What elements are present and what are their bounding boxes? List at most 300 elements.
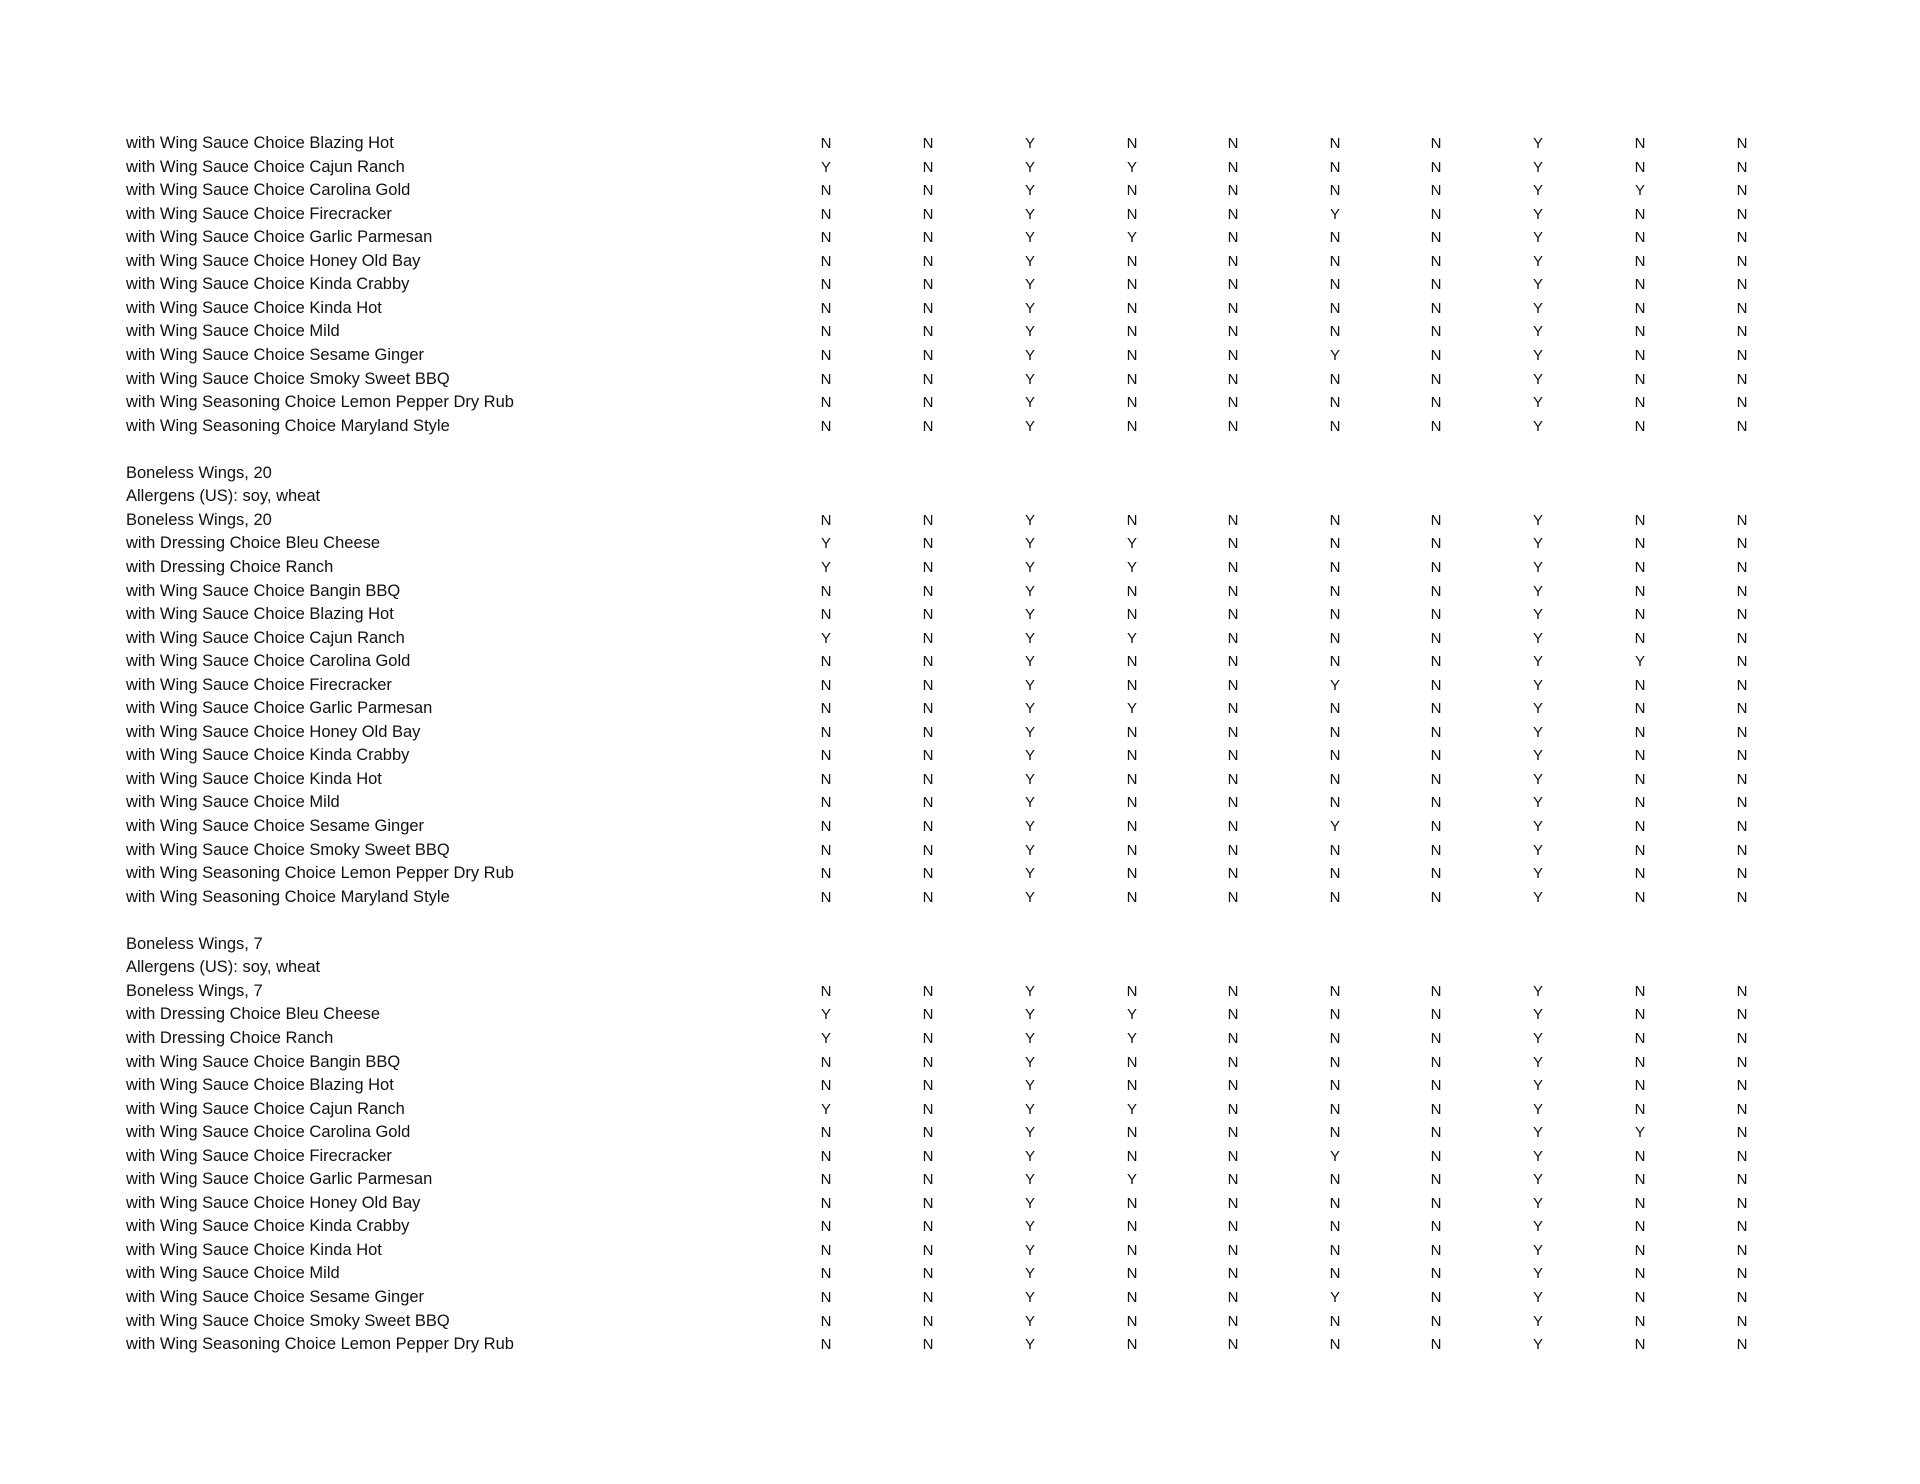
allergen-flag-cell: N <box>1227 417 1239 435</box>
allergen-flag-cell: Y <box>1532 1218 1543 1236</box>
allergen-flag-cell: N <box>922 299 934 317</box>
allergen-flag-cell: N <box>1736 299 1748 317</box>
allergen-flag-cell: N <box>1227 1006 1239 1024</box>
item-label: with Wing Seasoning Choice Lemon Pepper Dry Rub <box>126 1335 514 1353</box>
allergen-flag-cell: N <box>1126 676 1138 694</box>
allergen-flag-cell: N <box>1329 535 1341 553</box>
allergen-flag-cell: N <box>1126 1289 1138 1306</box>
allergen-flag-cell: N <box>1736 558 1748 576</box>
allergen-flag-cell: N <box>1126 1265 1138 1283</box>
allergen-flag-cell: N <box>1227 723 1239 741</box>
allergen-flag-cell: Y <box>1634 182 1645 200</box>
allergen-flag-cell: N <box>922 252 934 270</box>
allergen-flag-cell: N <box>1736 1124 1748 1142</box>
allergen-flag-cell: N <box>1634 229 1646 247</box>
item-label: with Wing Sauce Choice Kinda Crabby <box>126 275 410 294</box>
allergen-flag-cell: N <box>1634 818 1646 835</box>
allergen-flag-cell: Y <box>1024 394 1035 412</box>
allergen-flag-cell: Y <box>1329 1147 1340 1165</box>
allergen-flag-cell: Y <box>1532 1241 1543 1259</box>
table-row <box>0 1168 1920 1192</box>
item-label: with Wing Sauce Choice Sesame Ginger <box>126 346 425 364</box>
allergen-flag-cell: N <box>922 818 934 835</box>
table-row <box>0 1215 1920 1239</box>
allergen-flag-cell: N <box>1736 276 1748 294</box>
table-row <box>0 532 1920 556</box>
allergen-flag-cell: N <box>1736 135 1748 152</box>
allergen-flag-cell: N <box>820 1077 832 1094</box>
allergen-flag-cell: N <box>820 1171 832 1189</box>
allergen-flag-cell: N <box>1329 1053 1341 1071</box>
allergen-flag-cell: Y <box>1532 653 1543 671</box>
allergen-flag-cell: Y <box>1024 653 1035 671</box>
table-row <box>0 368 1920 392</box>
allergen-flag-cell: Y <box>1532 158 1543 176</box>
allergen-flag-cell: N <box>1227 1147 1239 1165</box>
allergen-flag-cell: N <box>820 606 832 623</box>
allergen-flag-cell: N <box>1736 794 1748 812</box>
allergen-flag-cell: Y <box>1024 1218 1035 1236</box>
allergen-flag-cell: N <box>1736 1100 1748 1118</box>
allergen-flag-cell: N <box>1329 394 1341 412</box>
allergen-flag-cell: N <box>1227 276 1239 294</box>
allergen-flag-cell: N <box>1126 417 1138 435</box>
table-row <box>0 1098 1920 1122</box>
table-row <box>0 132 1920 156</box>
item-label: with Wing Sauce Choice Carolina Gold <box>126 181 411 200</box>
allergen-flag-cell: N <box>1736 629 1748 647</box>
allergen-flag-cell: Y <box>1532 1029 1543 1047</box>
table-row <box>0 674 1920 698</box>
allergen-flag-cell: N <box>922 700 934 718</box>
allergen-flag-cell: N <box>1634 794 1646 812</box>
allergen-flag-cell: N <box>1736 182 1748 200</box>
allergen-flag-cell: N <box>1126 370 1138 388</box>
item-label: with Wing Sauce Choice Cajun Ranch <box>126 1099 405 1118</box>
allergen-flag-cell: Y <box>1532 747 1543 765</box>
allergen-flag-cell: N <box>1227 653 1239 671</box>
allergen-flag-cell: N <box>1634 747 1646 765</box>
allergen-flag-cell: N <box>1227 182 1239 200</box>
allergen-flag-cell: N <box>1126 1194 1138 1212</box>
allergen-flag-cell: N <box>922 865 934 883</box>
allergen-flag-cell: N <box>1430 1053 1442 1071</box>
allergen-flag-cell: N <box>1736 370 1748 388</box>
allergen-flag-cell: N <box>820 205 832 223</box>
allergen-flag-cell: N <box>1430 606 1442 623</box>
allergen-flag-cell: N <box>820 394 832 412</box>
allergen-flag-cell: N <box>820 229 832 247</box>
allergen-flag-cell: N <box>1736 841 1748 859</box>
allergen-flag-cell: N <box>922 794 934 812</box>
table-row <box>0 815 1920 839</box>
allergen-flag-cell: Y <box>1532 582 1543 600</box>
allergen-flag-cell: N <box>1126 770 1138 788</box>
section-allergens <box>0 485 1920 509</box>
allergen-flag-cell: N <box>922 558 934 576</box>
allergen-flag-cell: N <box>1126 182 1138 200</box>
allergen-flag-cell: N <box>1329 511 1341 529</box>
allergen-flag-cell: N <box>820 1194 832 1212</box>
allergen-flag-cell: N <box>820 723 832 741</box>
allergen-flag-cell: N <box>820 700 832 718</box>
table-row <box>0 744 1920 768</box>
item-label: with Wing Seasoning Choice Lemon Pepper Dry Rub <box>126 393 514 412</box>
allergen-flag-cell: N <box>820 1218 832 1236</box>
allergen-flag-cell: Y <box>1532 135 1543 152</box>
item-label: with Wing Sauce Choice Mild <box>126 322 340 341</box>
allergen-flag-cell: N <box>1430 770 1442 788</box>
allergen-flag-cell: N <box>1736 1171 1748 1189</box>
allergen-flag-cell: N <box>820 818 832 835</box>
table-row <box>0 862 1920 886</box>
allergen-flag-cell: N <box>922 511 934 529</box>
allergen-flag-cell: N <box>1430 1100 1442 1118</box>
item-label: with Wing Sauce Choice Mild <box>126 1264 340 1283</box>
allergen-flag-cell: N <box>922 1265 934 1283</box>
allergen-flag-cell: Y <box>1532 723 1543 741</box>
allergen-flag-cell: N <box>820 1053 832 1071</box>
allergen-flag-cell: N <box>1329 582 1341 600</box>
allergen-flag-cell: N <box>1227 582 1239 600</box>
table-row <box>0 1286 1920 1310</box>
item-label: with Wing Sauce Choice Cajun Ranch <box>126 628 405 647</box>
allergen-flag-cell: N <box>820 747 832 765</box>
item-label: with Wing Sauce Choice Smoky Sweet BBQ <box>126 840 450 859</box>
allergen-flag-cell: N <box>922 1336 934 1353</box>
allergen-flag-cell: N <box>1430 747 1442 765</box>
allergen-flag-cell: Y <box>820 158 831 176</box>
allergen-flag-cell: N <box>1430 841 1442 859</box>
item-label: Boneless Wings, 20 <box>126 510 272 529</box>
allergen-flag-cell: N <box>1126 394 1138 412</box>
allergen-flag-cell: N <box>1126 299 1138 317</box>
item-label: with Dressing Choice Ranch <box>126 557 334 576</box>
allergen-flag-cell: N <box>1126 347 1138 364</box>
allergen-flag-cell: Y <box>1024 1171 1035 1189</box>
allergen-flag-cell: N <box>1736 1147 1748 1165</box>
allergen-flag-cell: N <box>922 1194 934 1212</box>
allergen-flag-cell: N <box>1634 370 1646 388</box>
allergen-flag-cell: Y <box>1532 982 1543 1000</box>
allergen-flag-cell: N <box>1634 158 1646 176</box>
allergen-flag-cell: N <box>1430 394 1442 412</box>
item-label: with Wing Sauce Choice Carolina Gold <box>126 1123 411 1142</box>
allergen-flag-cell: N <box>922 770 934 788</box>
allergen-flag-cell: N <box>1736 535 1748 553</box>
allergen-flag-cell: N <box>1736 865 1748 883</box>
table-row <box>0 1003 1920 1027</box>
allergen-flag-cell: N <box>1634 676 1646 694</box>
allergen-flag-cell: N <box>1634 700 1646 718</box>
allergen-flag-cell: N <box>1736 1312 1748 1330</box>
allergen-flag-cell: N <box>1227 205 1239 223</box>
allergen-flag-cell: N <box>820 653 832 671</box>
allergen-flag-cell: Y <box>1532 770 1543 788</box>
allergen-flag-cell: Y <box>1024 182 1035 200</box>
allergen-flag-cell: N <box>1329 770 1341 788</box>
item-label: with Wing Sauce Choice Kinda Hot <box>126 1240 382 1259</box>
allergen-flag-cell: N <box>1126 1336 1138 1353</box>
allergen-flag-cell: N <box>1430 535 1442 553</box>
allergen-flag-cell: N <box>820 770 832 788</box>
allergen-flag-cell: Y <box>1126 1006 1137 1024</box>
item-label: with Wing Sauce Choice Kinda Crabby <box>126 746 410 765</box>
allergen-flag-cell: N <box>1736 1077 1748 1094</box>
allergen-flag-cell: N <box>1430 558 1442 576</box>
allergen-flag-cell: N <box>1227 1194 1239 1212</box>
allergen-flag-cell: Y <box>1532 818 1543 835</box>
allergen-flag-cell: N <box>1329 841 1341 859</box>
section-title <box>0 933 1920 957</box>
allergen-flag-cell: N <box>1634 1053 1646 1071</box>
allergen-flag-cell: Y <box>1634 1124 1645 1142</box>
allergen-flag-cell: Y <box>1532 676 1543 694</box>
allergen-flag-cell: N <box>922 888 934 906</box>
allergen-flag-cell: N <box>1329 700 1341 718</box>
table-row <box>0 603 1920 627</box>
allergen-flag-cell: N <box>1430 1289 1442 1306</box>
allergen-flag-cell: Y <box>1024 511 1035 529</box>
allergen-flag-cell: N <box>1329 723 1341 741</box>
allergen-flag-cell: Y <box>1126 558 1137 576</box>
allergen-flag-cell: N <box>1736 394 1748 412</box>
allergen-flag-cell: N <box>1430 723 1442 741</box>
allergen-flag-cell: N <box>1634 1194 1646 1212</box>
allergen-flag-cell: N <box>1329 1241 1341 1259</box>
allergen-flag-cell: N <box>922 1124 934 1142</box>
allergen-flag-cell: N <box>1126 1147 1138 1165</box>
allergen-flag-cell: Y <box>1126 158 1137 176</box>
allergen-flag-cell: N <box>1736 1053 1748 1071</box>
allergen-flag-cell: N <box>1430 252 1442 270</box>
allergen-flag-cell: N <box>922 841 934 859</box>
allergen-flag-cell: N <box>1634 205 1646 223</box>
allergen-flag-cell: N <box>1430 229 1442 247</box>
allergen-flag-cell: N <box>1126 747 1138 765</box>
allergen-flag-cell: N <box>922 1241 934 1259</box>
allergen-flag-cell: N <box>1227 229 1239 247</box>
allergen-flag-cell: Y <box>820 535 831 553</box>
allergen-flag-cell: N <box>1329 323 1341 341</box>
allergen-flag-cell: Y <box>1024 558 1035 576</box>
allergen-flag-cell: N <box>820 1124 832 1142</box>
allergen-flag-cell: N <box>1430 629 1442 647</box>
allergen-flag-cell: N <box>1126 794 1138 812</box>
allergen-flag-cell: N <box>1736 723 1748 741</box>
allergen-flag-cell: N <box>820 417 832 435</box>
allergen-flag-cell: Y <box>1532 1336 1543 1353</box>
allergen-flag-cell: Y <box>1532 841 1543 859</box>
allergen-flag-cell: Y <box>1329 676 1340 694</box>
allergen-flag-cell: N <box>820 370 832 388</box>
allergen-flag-cell: N <box>1634 535 1646 553</box>
table-row <box>0 320 1920 344</box>
allergen-flag-cell: Y <box>1532 299 1543 317</box>
allergen-flag-cell: Y <box>1532 1194 1543 1212</box>
allergen-flag-cell: Y <box>1532 229 1543 247</box>
allergen-flag-cell: N <box>1329 1100 1341 1118</box>
allergen-flag-cell: N <box>1430 794 1442 812</box>
item-label: Allergens (US): soy, wheat <box>126 487 321 506</box>
allergen-flag-cell: N <box>922 747 934 765</box>
allergen-flag-cell: N <box>820 252 832 270</box>
allergen-flag-cell: N <box>1126 135 1138 152</box>
allergen-flag-cell: N <box>820 676 832 694</box>
allergen-flag-cell: N <box>1329 252 1341 270</box>
allergen-flag-cell: N <box>922 135 934 152</box>
allergen-flag-cell: N <box>820 135 832 152</box>
allergen-flag-cell: N <box>1736 1029 1748 1047</box>
allergen-flag-cell: N <box>922 606 934 623</box>
allergen-flag-cell: Y <box>1024 747 1035 765</box>
table-row <box>0 415 1920 439</box>
allergen-flag-cell: Y <box>1532 1077 1543 1094</box>
allergen-flag-cell: Y <box>1532 1312 1543 1330</box>
allergen-flag-cell: N <box>922 1147 934 1165</box>
allergen-flag-cell: N <box>1329 1077 1341 1094</box>
item-label: with Dressing Choice Bleu Cheese <box>126 1005 381 1024</box>
allergen-flag-cell: N <box>1227 629 1239 647</box>
allergen-flag-cell: Y <box>1532 606 1543 623</box>
allergen-flag-cell: Y <box>1126 1171 1137 1189</box>
allergen-flag-cell: N <box>922 582 934 600</box>
allergen-flag-cell: N <box>1634 417 1646 435</box>
item-label: with Wing Sauce Choice Kinda Crabby <box>126 1217 410 1236</box>
allergen-flag-cell: N <box>820 182 832 200</box>
allergen-flag-cell: Y <box>1532 1100 1543 1118</box>
section-title <box>0 462 1920 486</box>
allergen-flag-cell: Y <box>1532 394 1543 412</box>
item-label: with Wing Sauce Choice Blazing Hot <box>126 605 394 623</box>
item-label: Boneless Wings, 7 <box>126 981 263 1000</box>
item-label: with Wing Seasoning Choice Maryland Style <box>126 416 450 435</box>
allergen-flag-cell: Y <box>1024 582 1035 600</box>
allergen-flag-cell: N <box>1227 841 1239 859</box>
table-row <box>0 203 1920 227</box>
table-row <box>0 1262 1920 1286</box>
allergen-flag-cell: Y <box>1024 1053 1035 1071</box>
allergen-flag-cell: N <box>1430 653 1442 671</box>
allergen-flag-cell: Y <box>1532 205 1543 223</box>
allergen-flag-cell: N <box>1227 888 1239 906</box>
table-row <box>0 791 1920 815</box>
allergen-flag-cell: N <box>1634 865 1646 883</box>
allergen-flag-cell: N <box>1329 1336 1341 1353</box>
table-row <box>0 1333 1920 1357</box>
allergen-flag-cell: N <box>922 535 934 553</box>
allergen-flag-cell: N <box>922 182 934 200</box>
item-label: with Wing Sauce Choice Garlic Parmesan <box>126 699 433 718</box>
table-row <box>0 250 1920 274</box>
allergen-flag-cell: N <box>1736 252 1748 270</box>
table-row <box>0 1074 1920 1098</box>
allergen-flag-cell: N <box>1430 982 1442 1000</box>
table-row <box>0 697 1920 721</box>
allergen-flag-cell: N <box>1126 1124 1138 1142</box>
table-row <box>0 1027 1920 1051</box>
allergen-flag-cell: N <box>1227 299 1239 317</box>
allergen-flag-cell: N <box>1430 158 1442 176</box>
allergen-flag-cell: Y <box>1024 158 1035 176</box>
allergen-flag-cell: N <box>1430 1171 1442 1189</box>
allergen-flag-cell: Y <box>1532 558 1543 576</box>
allergen-flag-cell: N <box>1329 888 1341 906</box>
allergen-flag-cell: Y <box>1024 841 1035 859</box>
allergen-flag-cell: N <box>1227 158 1239 176</box>
allergen-flag-cell: N <box>1736 606 1748 623</box>
allergen-flag-cell: N <box>1329 865 1341 883</box>
allergen-flag-cell: Y <box>1126 229 1137 247</box>
allergen-flag-cell: N <box>1634 1100 1646 1118</box>
allergen-flag-cell: N <box>922 653 934 671</box>
allergen-flag-cell: N <box>1430 1147 1442 1165</box>
allergen-flag-cell: N <box>1430 135 1442 152</box>
item-label: with Wing Sauce Choice Blazing Hot <box>126 1076 394 1094</box>
allergen-flag-cell: N <box>922 676 934 694</box>
allergen-flag-cell: N <box>922 417 934 435</box>
item-label: with Wing Sauce Choice Smoky Sweet BBQ <box>126 1311 450 1330</box>
allergen-flag-cell: N <box>1126 276 1138 294</box>
item-label: with Wing Sauce Choice Honey Old Bay <box>126 722 421 741</box>
allergen-flag-cell: N <box>1227 747 1239 765</box>
allergen-flag-cell: N <box>1634 1218 1646 1236</box>
item-label: with Wing Sauce Choice Firecracker <box>126 1146 392 1165</box>
allergen-flag-cell: N <box>1126 723 1138 741</box>
allergen-flag-cell: N <box>922 723 934 741</box>
allergen-flag-cell: N <box>1227 347 1239 364</box>
allergen-flag-cell: N <box>1430 299 1442 317</box>
allergen-flag-cell: N <box>1227 1241 1239 1259</box>
allergen-flag-cell: Y <box>1024 606 1035 623</box>
item-label: Boneless Wings, 20 <box>126 463 272 482</box>
allergen-flag-cell: N <box>1126 653 1138 671</box>
allergen-flag-cell: N <box>1736 347 1748 364</box>
allergen-flag-cell: N <box>922 1289 934 1306</box>
allergen-flag-cell: N <box>922 1218 934 1236</box>
allergen-flag-cell: N <box>1227 676 1239 694</box>
allergen-flag-cell: N <box>1736 323 1748 341</box>
allergen-flag-cell: N <box>1227 1077 1239 1094</box>
allergen-flag-cell: N <box>1126 323 1138 341</box>
table-row <box>0 509 1920 533</box>
allergen-flag-cell: N <box>1430 1006 1442 1024</box>
item-label: with Wing Sauce Choice Kinda Hot <box>126 298 382 317</box>
allergen-flag-cell: N <box>1329 794 1341 812</box>
allergen-flag-cell: N <box>922 1312 934 1330</box>
allergen-flag-cell: Y <box>1024 865 1035 883</box>
table-row <box>0 1145 1920 1169</box>
allergen-flag-cell: N <box>1329 1124 1341 1142</box>
allergen-flag-cell: N <box>1430 511 1442 529</box>
allergen-flag-cell: N <box>1329 653 1341 671</box>
allergen-flag-cell: Y <box>1024 417 1035 435</box>
item-label: with Wing Sauce Choice Honey Old Bay <box>126 1193 421 1212</box>
allergen-flag-cell: Y <box>1532 794 1543 812</box>
allergen-flag-cell: N <box>1430 1312 1442 1330</box>
table-row <box>0 1239 1920 1263</box>
allergen-flag-cell: N <box>1736 982 1748 1000</box>
allergen-flag-cell: N <box>1329 982 1341 1000</box>
allergen-flag-cell: N <box>1736 770 1748 788</box>
allergen-flag-cell: Y <box>1634 653 1645 671</box>
allergen-flag-cell: N <box>1430 205 1442 223</box>
allergen-flag-cell: N <box>820 1147 832 1165</box>
allergen-flag-cell: N <box>820 982 832 1000</box>
allergen-flag-cell: N <box>820 1265 832 1283</box>
allergen-flag-cell: N <box>1227 606 1239 623</box>
table-row <box>0 580 1920 604</box>
